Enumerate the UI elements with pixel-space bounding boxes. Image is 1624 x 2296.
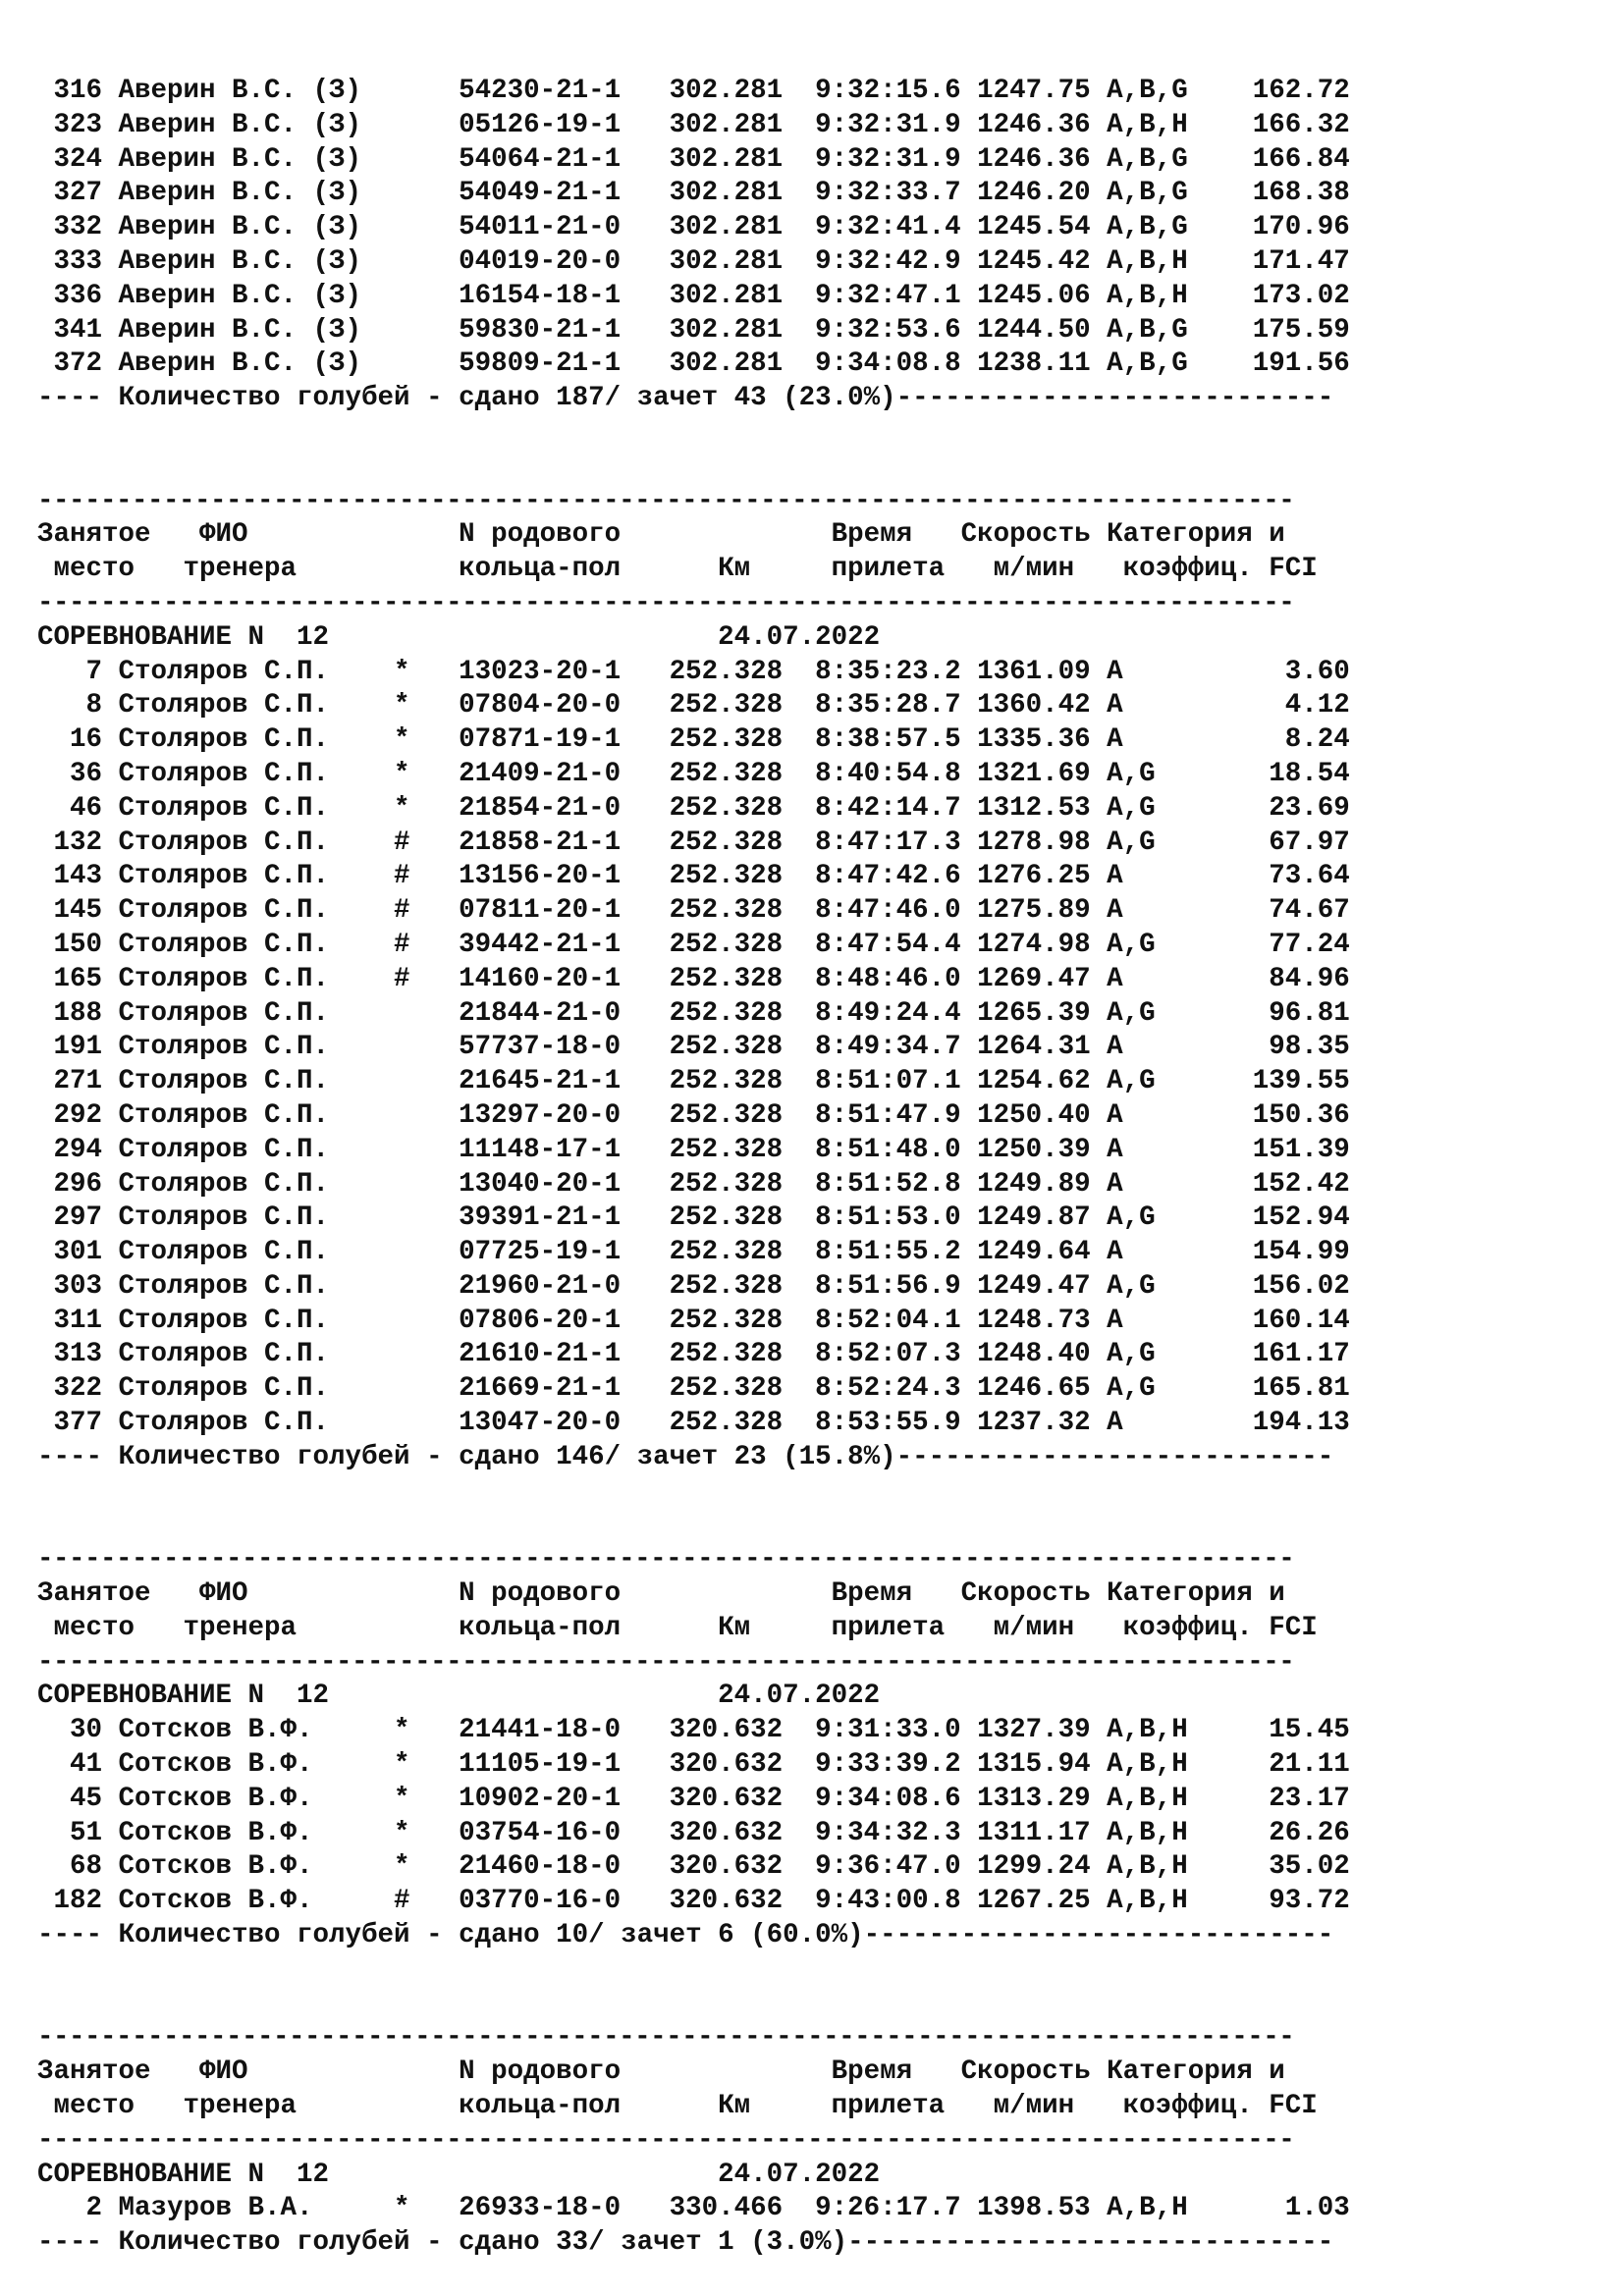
result-row: 16 Столяров С.П. * 07871-19-1 252.328 8:38:57.5 1335.36 A 8.24 <box>37 724 1350 756</box>
result-row: 51 Сотсков В.Ф. * 03754-16-0 320.632 9:34:32.3 1311.17 A,B,H 26.26 <box>37 1817 1350 1848</box>
column-header-line-2: место тренера кольца-пол Км прилета м/мин коэффиц. FCI <box>37 2091 1318 2122</box>
result-row: 150 Столяров С.П. # 39442-21-1 252.328 8:47:54.4 1274.98 A,G 77.24 <box>37 929 1350 960</box>
result-row: 188 Столяров С.П. 21844-21-0 252.328 8:49:24.4 1265.39 A,G 96.81 <box>37 997 1350 1029</box>
result-row: 292 Столяров С.П. 13297-20-0 252.328 8:51:47.9 1250.40 A 150.36 <box>37 1099 1350 1131</box>
summary-line: ---- Количество голубей - сдано 33/ зачет 1 (3.0%)------------------------------ <box>37 2227 1334 2259</box>
result-row: 303 Столяров С.П. 21960-21-0 252.328 8:51:56.9 1249.47 A,G 156.02 <box>37 1270 1350 1302</box>
result-row: 333 Аверин В.С. (З) 04019-20-0 302.281 9:32:42.9 1245.42 A,B,H 171.47 <box>37 245 1350 277</box>
result-row: 324 Аверин В.С. (З) 54064-21-1 302.281 9:32:31.9 1246.36 A,B,G 166.84 <box>37 143 1350 175</box>
result-row: 182 Сотсков В.Ф. # 03770-16-0 320.632 9:43:00.8 1267.25 A,B,H 93.72 <box>37 1886 1350 1917</box>
result-row: 7 Столяров С.П. * 13023-20-1 252.328 8:35:23.2 1361.09 A 3.60 <box>37 656 1350 687</box>
competition-line: СОРЕВНОВАНИЕ N 12 24.07.2022 <box>37 1681 881 1712</box>
result-row: 30 Сотсков В.Ф. * 21441-18-0 320.632 9:31:33.0 1327.39 A,B,H 15.45 <box>37 1715 1350 1746</box>
result-row: 68 Сотсков В.Ф. * 21460-18-0 320.632 9:36:47.0 1299.24 A,B,H 35.02 <box>37 1851 1350 1883</box>
result-row: 341 Аверин В.С. (З) 59830-21-1 302.281 9:32:53.6 1244.50 A,B,G 175.59 <box>37 314 1350 346</box>
result-row: 8 Столяров С.П. * 07804-20-0 252.328 8:35:28.7 1360.42 A 4.12 <box>37 690 1350 721</box>
result-row: 294 Столяров С.П. 11148-17-1 252.328 8:51:48.0 1250.39 A 151.39 <box>37 1134 1350 1165</box>
summary-line: ---- Количество голубей - сдано 187/ зачет 43 (23.0%)--------------------------- <box>37 383 1334 414</box>
results-document <box>37 75 1350 2261</box>
result-row: 332 Аверин В.С. (З) 54011-21-0 302.281 9:32:41.4 1245.54 A,B,G 170.96 <box>37 212 1350 243</box>
header-rule: -------------------------------------------------------------------------------- <box>37 587 1295 618</box>
result-row: 323 Аверин В.С. (З) 05126-19-1 302.281 9:32:31.9 1246.36 A,B,H 166.32 <box>37 109 1350 140</box>
column-header-line-1: Занятое ФИО N родового Время Скорость Категория и <box>37 519 1285 551</box>
result-row: 132 Столяров С.П. # 21858-21-1 252.328 8:47:17.3 1278.98 A,G 67.97 <box>37 827 1350 858</box>
result-row: 143 Столяров С.П. # 13156-20-1 252.328 8:47:42.6 1276.25 A 73.64 <box>37 861 1350 892</box>
result-row: 2 Мазуров В.А. * 26933-18-0 330.466 9:26:17.7 1398.53 A,B,H 1.03 <box>37 2193 1350 2224</box>
summary-line: ---- Количество голубей - сдано 146/ зачет 23 (15.8%)--------------------------- <box>37 1441 1334 1472</box>
result-row: 336 Аверин В.С. (З) 16154-18-1 302.281 9:32:47.1 1245.06 A,B,H 173.02 <box>37 280 1350 311</box>
column-header-line-1: Занятое ФИО N родового Время Скорость Категория и <box>37 2056 1285 2088</box>
blank-line <box>37 451 1350 485</box>
result-row: 296 Столяров С.П. 13040-20-1 252.328 8:51:52.8 1249.89 A 152.42 <box>37 1168 1350 1200</box>
header-rule: -------------------------------------------------------------------------------- <box>37 1646 1295 1678</box>
result-row: 322 Столяров С.П. 21669-21-1 252.328 8:52:24.3 1246.65 A,G 165.81 <box>37 1373 1350 1405</box>
column-header-line-2: место тренера кольца-пол Км прилета м/мин коэффиц. FCI <box>37 554 1318 585</box>
result-row: 313 Столяров С.П. 21610-21-1 252.328 8:52:07.3 1248.40 A,G 161.17 <box>37 1339 1350 1370</box>
blank-line <box>37 1988 1350 2022</box>
blank-line <box>37 1953 1350 1988</box>
blank-line <box>37 1475 1350 1510</box>
result-row: 311 Столяров С.П. 07806-20-1 252.328 8:52:04.1 1248.73 A 160.14 <box>37 1305 1350 1336</box>
column-header-line-1: Занятое ФИО N родового Время Скорость Категория и <box>37 1578 1285 1610</box>
result-row: 301 Столяров С.П. 07725-19-1 252.328 8:51:55.2 1249.64 A 154.99 <box>37 1237 1350 1268</box>
competition-line: СОРЕВНОВАНИЕ N 12 24.07.2022 <box>37 2159 881 2190</box>
header-rule: -------------------------------------------------------------------------------- <box>37 485 1295 516</box>
result-row: 271 Столяров С.П. 21645-21-1 252.328 8:51:07.1 1254.62 A,G 139.55 <box>37 1066 1350 1097</box>
result-row: 145 Столяров С.П. # 07811-20-1 252.328 8:47:46.0 1275.89 A 74.67 <box>37 895 1350 927</box>
result-row: 316 Аверин В.С. (З) 54230-21-1 302.281 9:32:15.6 1247.75 A,B,G 162.72 <box>37 76 1350 106</box>
result-row: 327 Аверин В.С. (З) 54049-21-1 302.281 9:32:33.7 1246.20 A,B,G 168.38 <box>37 178 1350 209</box>
competition-line: СОРЕВНОВАНИЕ N 12 24.07.2022 <box>37 621 881 653</box>
result-row: 297 Столяров С.П. 39391-21-1 252.328 8:51:53.0 1249.87 A,G 152.94 <box>37 1202 1350 1234</box>
header-rule: -------------------------------------------------------------------------------- <box>37 2022 1295 2054</box>
result-row: 36 Столяров С.П. * 21409-21-0 252.328 8:40:54.8 1321.69 A,G 18.54 <box>37 758 1350 789</box>
result-row: 46 Столяров С.П. * 21854-21-0 252.328 8:42:14.7 1312.53 A,G 23.69 <box>37 792 1350 824</box>
summary-line: ---- Количество голубей - сдано 10/ зачет 6 (60.0%)----------------------------- <box>37 1920 1334 1951</box>
blank-line <box>37 1509 1350 1543</box>
result-row: 165 Столяров С.П. # 14160-20-1 252.328 8:48:46.0 1269.47 A 84.96 <box>37 963 1350 994</box>
result-row: 191 Столяров С.П. 57737-18-0 252.328 8:49:34.7 1264.31 A 98.35 <box>37 1032 1350 1063</box>
header-rule: -------------------------------------------------------------------------------- <box>37 2124 1295 2156</box>
blank-line <box>37 416 1350 451</box>
header-rule: -------------------------------------------------------------------------------- <box>37 1544 1295 1575</box>
result-row: 41 Сотсков В.Ф. * 11105-19-1 320.632 9:33:39.2 1315.94 A,B,H 21.11 <box>37 1749 1350 1781</box>
result-row: 45 Сотсков В.Ф. * 10902-20-1 320.632 9:34:08.6 1313.29 A,B,H 23.17 <box>37 1783 1350 1814</box>
result-row: 377 Столяров С.П. 13047-20-0 252.328 8:53:55.9 1237.32 A 194.13 <box>37 1408 1350 1439</box>
column-header-line-2: место тренера кольца-пол Км прилета м/мин коэффиц. FCI <box>37 1612 1318 1643</box>
result-row: 372 Аверин В.С. (З) 59809-21-1 302.281 9:34:08.8 1238.11 A,B,G 191.56 <box>37 348 1350 380</box>
